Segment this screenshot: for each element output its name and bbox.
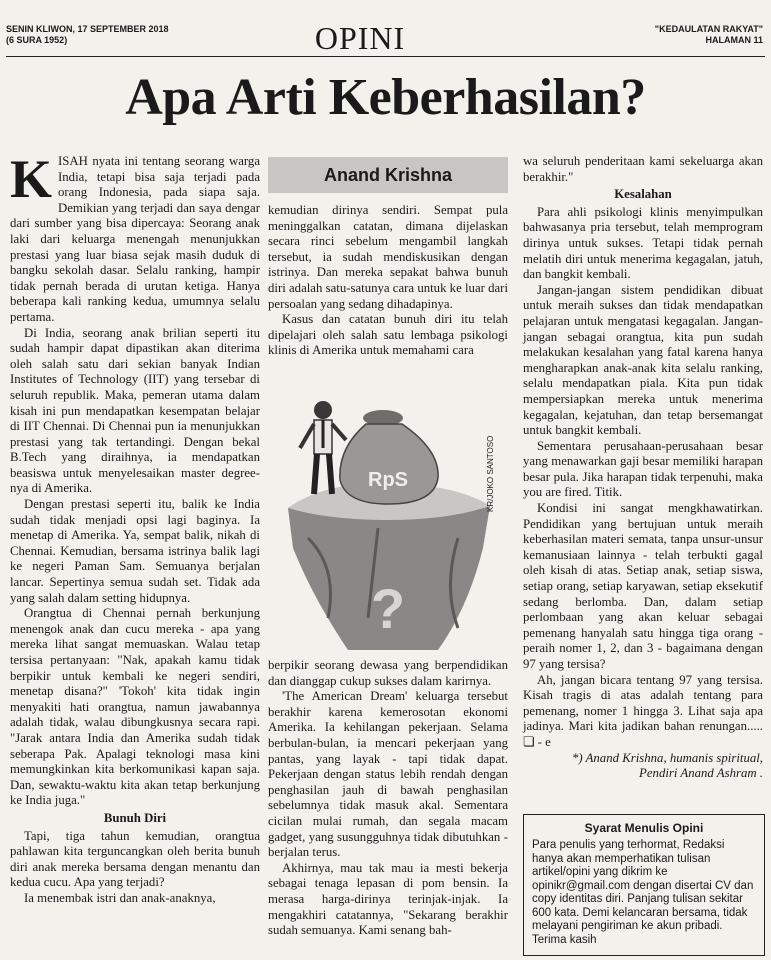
paragraph: Di India, seorang anak brilian seperti itu sudah hampir dapat dipastikan akan diterima oleh salah satu dari sekian banyak Indian Institutes of Technology (IIT) yang tersebar di seluruh republik. Maka, pemeran utama dalam kisah ini pun mendapatkan kesempatan belajar di IIT Chennai. Di Chennai pun ia menunjukkan prestasi yang tak tertandingi. Dengan bekal B.Tech yang diraihnya, ia mendapatkan beasiswa untuk menyelesaikan master degree-nya di Amerika. [10, 325, 260, 496]
column-2-bottom [268, 658, 508, 939]
paragraph: berpikir seorang dewasa yang berpendidikan dan dianggap cukup sukses dalam karirnya. [268, 658, 508, 688]
header-rule [6, 56, 765, 57]
author-byline [268, 157, 508, 193]
paragraph: Orangtua di Chennai pernah berkunjung menengok anak dan cucu mereka - apa yang mereka lihat sangat memuaskan. Walau tetap tersisa pertanyaan: "Nak, apakah kamu tidak berpikir untuk kembali ke negeri sendiri, menetap disana?" 'Tokoh' kita tidak ingin menyakiti hati orangtua, namun jawabannya adalah tidak, walau dibungkusnya secara rapi. "Jarak antara India dan Amerika sudah tidak seberapa Pak. Apalagi teknologi masa kini memungkinkan kita berkomunikasi kapan saja. Dan, sewaktu-waktu kita akan tetap berkunjung ke India juga." [10, 606, 260, 808]
paragraph: KISAH nyata ini tentang seorang warga India, tetapi bisa saja terjadi pada orang Indonesia, pada siapa saja. Demikian yang terjadi dan saya dengar dari sumber yang bisa dipercaya: Seorang anak laki dari keluarga menengah menunjukkan prestasi yang luar biasa sejak masih duduk di bangku sekolah dasar. Selalu ranking, hampir tidak pernah berada di urutan ketiga. Hanya beberapa kali ranking kedua, umumnya selalu pertama. [10, 149, 260, 324]
paragraph: Dengan prestasi seperti itu, balik ke India sudah tidak menjadi opsi lagi baginya. Ia menetap di Amerika. Ya, sempat balik, nikah di Chennai. Kemudian, bersama istrinya balik lagi ke negeri Paman Sam. Semuanya berjalan lancar. Sepertinya semua sudah set. Tidak ada yang salah dalam setting hidupnya. [10, 497, 260, 605]
section-title: OPINI [314, 20, 406, 56]
paragraph: wa seluruh penderitaan kami sekeluarga akan berakhir." [523, 154, 763, 184]
box-title: Syarat Menulis Opini [584, 821, 704, 835]
illustration-credit: KR/JOKO SANTOSO [486, 435, 495, 512]
paragraph: kemudian dirinya sendiri. Sempat pula meninggalkan catatan, dimana dijelaskan secara rinci sebelum mengambil langkah tersebut, ia sudah mendiskusikan dengan istrinya. Dan mereka sepakat bahwa bunuh diri adalah satu-satunya cara untuk ke luar dari persoalan yang sedang dihadapinya. [268, 203, 508, 311]
question-mark-icon: ? [370, 577, 406, 640]
subheading: Kesalahan [614, 187, 672, 202]
paragraph: Ia menembak istri dan anak-anaknya, [24, 890, 216, 905]
author-affiliation: Pendiri Anand Ashram . [639, 766, 763, 781]
paragraph: Ah, jangan bicara tentang 97 yang tersisa. Kisah tragis di atas adalah tentang para pemenang, nomer 1 hingga 3. Lihat saja apa jadinya. Mari kita jadikan bahan renungan..... ❏ - e [523, 672, 763, 749]
paragraph: Para ahli psikologi klinis menyimpulkan bahwasanya pria tersebut, telah memprogram dirinya untuk sukses. Tetapi tidak pernah melatih diri untuk menerima kegagalan, jatuh, dan bangkit kembali. [523, 204, 763, 282]
paragraph: Tapi, tiga tahun kemudian, orangtua pahlawan kita terguncangkan oleh berita bunuh diri anak mereka bersama dengan menantu dan kedua cucu. Apa yang terjadi? [10, 828, 260, 890]
cliff-money-bag-illustration [268, 388, 508, 654]
header-paper [655, 24, 763, 46]
date-line: SENIN KLIWON, 17 SEPTEMBER 2018 [6, 24, 169, 34]
drop-cap: K [10, 149, 53, 209]
headline: Apa Arti Keberhasilan? [125, 69, 646, 126]
paragraph: Kondisi ini sangat mengkhawatirkan. Pendidikan yang bertujuan untuk meraih keberhasilan materi semata, tanpa unsur-unsur kemanusiaan lainnya - telah terbukti gagal oleh kisah di atas. Setiap anak, setiap siswa, setiap orang, setiap karyawan, setiap eksekutif sedang berlomba. Dan, dalam setiap perlombaan yang akan keluar sebagai pemenang hanyalah satu hingga tiga orang - peraih nomer 1, 2, dan 3 - bagaimana dengan 97 yang tersisa? [523, 501, 763, 671]
header-date [6, 24, 169, 46]
paper-name: "KEDAULATAN RAKYAT" [654, 24, 763, 34]
column-1 [10, 149, 260, 907]
javanese-date-line: (6 SURA 1952) [6, 35, 68, 45]
paragraph: Jangan-jangan sistem pendidikan dibuat untuk meraih sukses dan tidak mendapatkan pelajaran untuk mengatasi kegagalan. Jangan-jangan sebagai orangtua, kita pun sudah melakukan kesalahan yang fatal karena hanya mengharapkan anak-anak kita selalu ranking, selalu mendapatkan piala. Kita pun tidak mempersiapkan mereka untuk menerima kegagalan, kejatuhan, dan tetap bersemangat untuk bangkit kembali. [523, 282, 763, 438]
column-2-top [268, 203, 508, 359]
column-3 [523, 154, 763, 782]
illustration [268, 388, 508, 654]
subheading: Bunuh Diri [103, 810, 167, 825]
paragraph: 'The American Dream' keluarga tersebut berakhir karena kemerosotan ekonomi Amerika. Ia kehilangan pekerjaan. Selama berbulan-bulan, ia mencari pekerjaan yang pantas, yang layak - tapi tidak dapat. Pekerjaan dengan status lebih rendah dengan penghasilan jauh di bawah penghasilan sebelumnya tidak masuk akal. Sementara cicilan mulai rumah, dan segala macam gadget, yang susungguhnya tidak dibutuhkan - berjalan terus. [268, 689, 508, 860]
box-body: Para penulis yang terhormat, Redaksi hanya akan memperhatikan tulisan artikel/opini yang dikrim ke opinikr@gmail.com dengan disertai CV dan copy identitas diri. Panjang tulisan sekitar 600 kata. Demi kelancaran bersama, tidak melayani pengiriman ke akun pribadi. Terima kasih [532, 839, 754, 946]
paragraph: Kasus dan catatan bunuh diri itu telah dipelajari oleh salah satu lembaga psikologi klinis di Amerika untuk memahami cara [268, 312, 508, 358]
submission-guidelines-box [523, 814, 765, 956]
author-name: Anand Krishna [323, 165, 452, 185]
money-bag-label: RpS [368, 469, 408, 491]
author-signature: *) Anand Krishna, humanis spiritual, [571, 750, 763, 765]
page-number: HALAMAN 11 [705, 35, 763, 45]
paragraph: Sementara perusahaan-perusahaan besar yang menawarkan gaji besar memiliki harapan besar pula. Jika harapan tidak terpenuhi, maka you are fired. Titik. [523, 438, 763, 500]
paragraph: Akhirnya, mau tak mau ia mesti bekerja sebagai tenaga lepasan di pom bensin. Ia merasa harga-dirinya terinjak-injak. Ia mengakhiri catatannya, "Sekarang berakhir sudah semuanya. Kami senang bah- [268, 860, 508, 938]
